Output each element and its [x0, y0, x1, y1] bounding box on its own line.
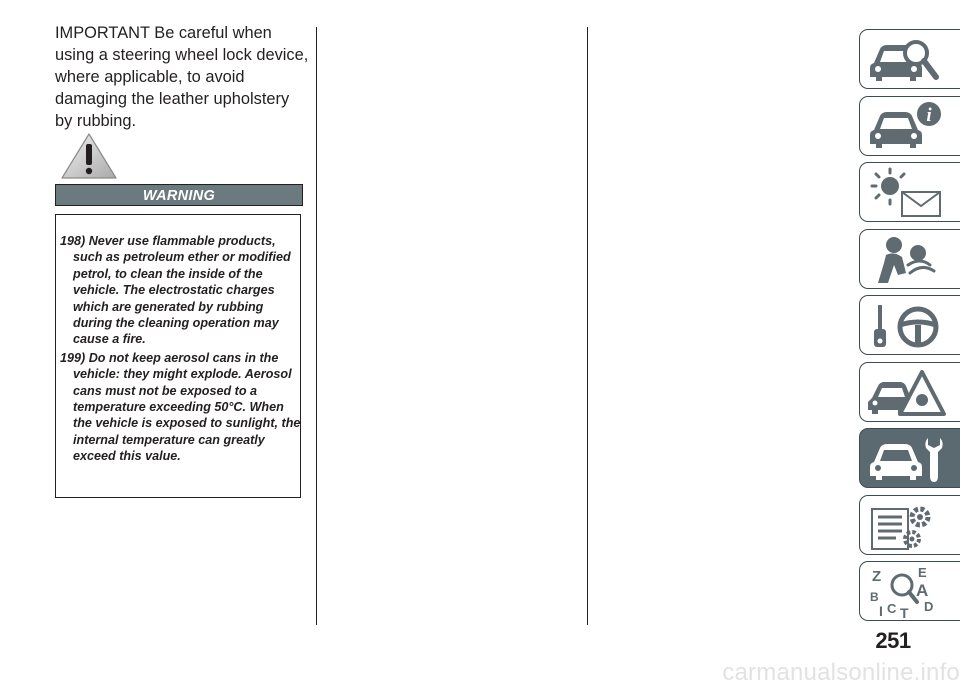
warning-item-198: 198) Never use flammable products, such as petroleum ether or modified petrol, to clean the inside of the vehicle. The electrostatic charges which are generated by rubbing during the cleaning operation may cause a fire.	[60, 234, 291, 347]
index-letter-a: A	[916, 581, 929, 600]
car-emergency-triangle-icon	[864, 366, 948, 420]
svg-text:i: i	[926, 105, 932, 126]
warning-item-199: 199) Do not keep aerosol cans in the vehicle: they might explode. Aerosol cans must not be exposed to a temperature exceeding 50°C. When the vehicle is exposed to sunlight, the internal temperature can greatly exceed this value.	[60, 350, 301, 464]
airbag-safety-icon	[864, 233, 948, 287]
car-info-icon	[864, 100, 948, 154]
car-maintenance-wrench-icon	[864, 432, 948, 486]
index-letter-i: I	[879, 603, 883, 619]
index-letter-c: C	[887, 601, 897, 616]
tab-emergency[interactable]	[859, 362, 960, 422]
tab-car-info[interactable]	[859, 96, 960, 156]
tab-maintenance[interactable]	[859, 428, 960, 488]
warning-banner: WARNING	[55, 184, 303, 206]
index-letter-t: T	[900, 605, 909, 619]
warning-exclamation-icon	[60, 132, 118, 180]
index-letter-b: B	[870, 590, 879, 604]
warning-lights-message-icon	[864, 166, 948, 220]
index-letter-z: Z	[872, 568, 882, 585]
tab-airbag-safety[interactable]	[859, 229, 960, 289]
index-search-icon	[864, 565, 948, 619]
warning-list	[60, 233, 304, 467]
tab-key-steering[interactable]	[859, 295, 960, 355]
tab-warning-lights[interactable]	[859, 162, 960, 222]
car-search-icon	[864, 33, 948, 87]
index-letter-d: D	[924, 599, 934, 614]
key-steering-wheel-icon	[864, 299, 948, 353]
tab-car-search[interactable]	[859, 29, 960, 89]
intro-paragraph: IMPORTANT Be careful when using a steering wheel lock device, where applicable, to avoid damaging the leather upholstery by rubbing.	[55, 24, 309, 130]
tab-index[interactable]	[859, 561, 960, 621]
watermark: carmanualsonline.info	[722, 659, 960, 686]
page-number: 251	[875, 628, 911, 653]
tab-technical-data[interactable]	[859, 495, 960, 555]
column-divider-left	[316, 27, 317, 625]
technical-data-gears-icon	[864, 499, 948, 553]
index-letter-e: E	[918, 565, 927, 580]
column-divider-right	[587, 27, 588, 625]
